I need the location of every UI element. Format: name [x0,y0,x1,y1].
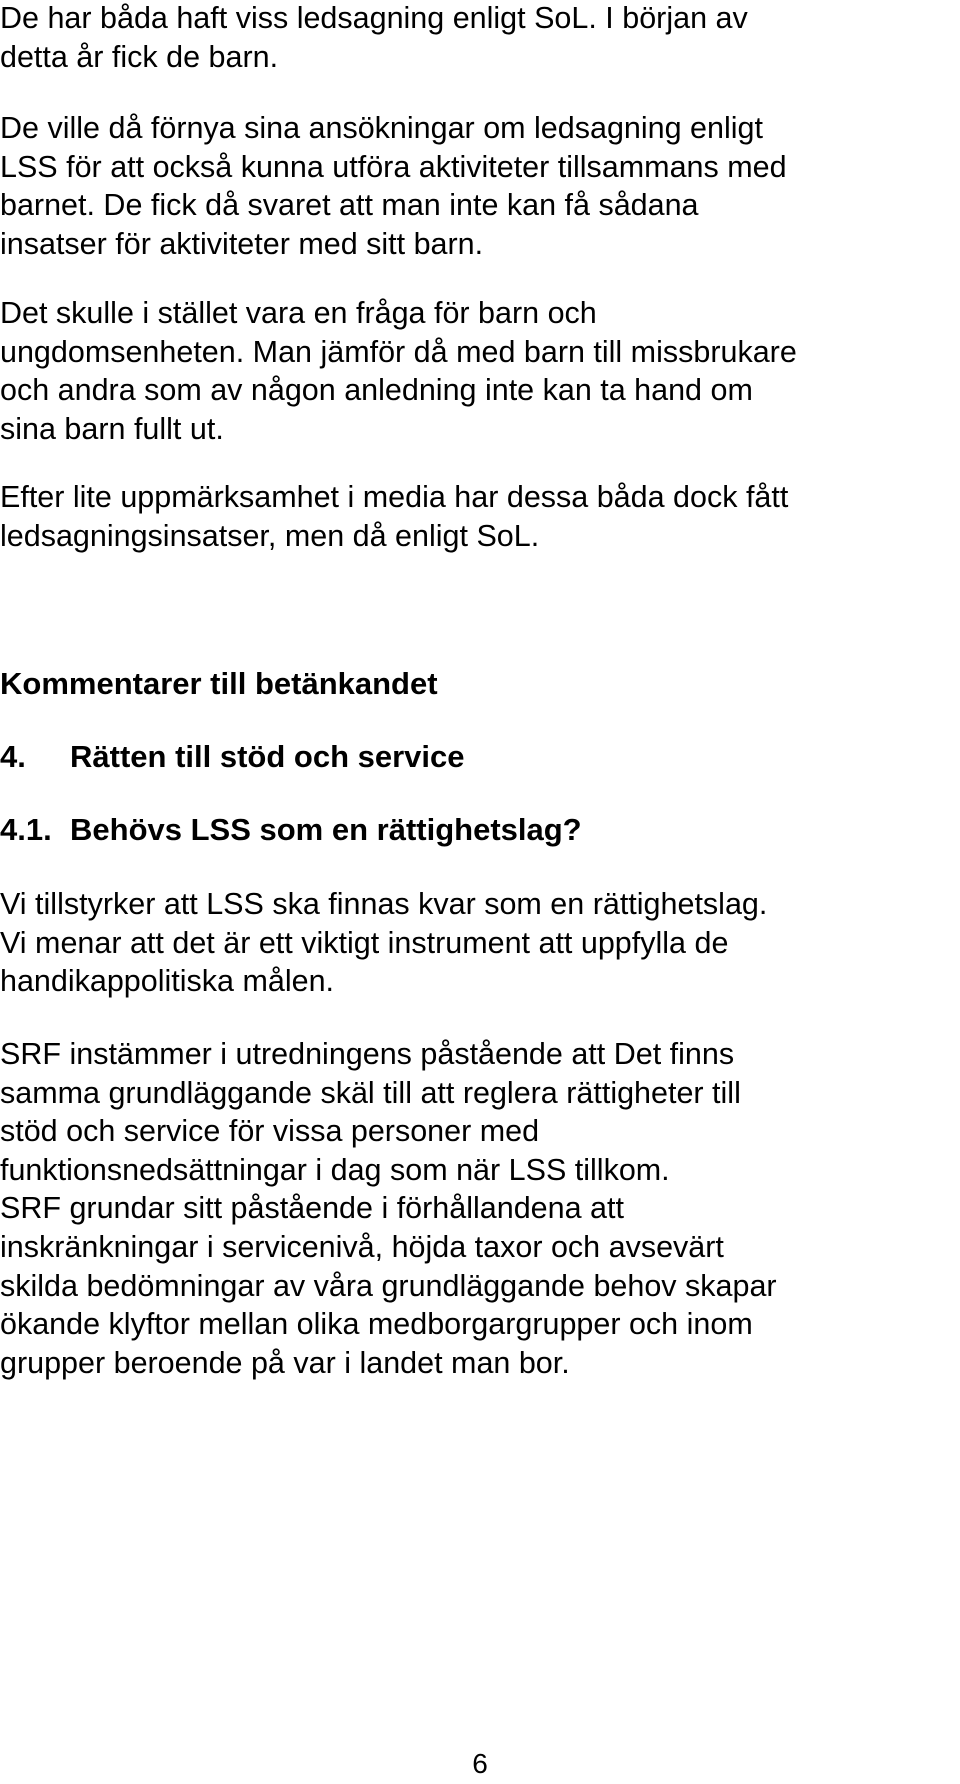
text-line: insatser för aktiviteter med sitt barn. [0,226,484,261]
text-line: LSS för att också kunna utföra aktiviteter tillsammans med [0,149,787,184]
text-line: detta år fick de barn. [0,39,279,74]
heading-section-4 [0,738,950,776]
text-line: SRF grundar sitt påstående i förhållandena att [0,1191,624,1226]
paragraph-barn-och-ungdomsenheten [0,294,950,448]
paragraph-srf-instammer [0,1035,950,1382]
text-line: samma grundläggande skäl till att reglera rättigheter till [0,1075,741,1110]
text-line: funktionsnedsättningar i dag som när LSS tillkom. [0,1152,670,1187]
page-number: 6 [472,1748,488,1779]
text-line: och andra som av någon anledning inte kan ta hand om [0,373,753,408]
text-line: Det skulle i stället vara en fråga för barn och [0,296,597,330]
text-line: Vi menar att det är ett viktigt instrument att uppfylla de [0,925,729,960]
section-title: Rätten till stöd och service [70,739,465,774]
text-line: grupper beroende på var i landet man bor. [0,1345,570,1380]
paragraph-ledsagning-sol [0,0,950,76]
text-line: Efter lite uppmärksamhet i media har dessa båda dock fått [0,480,789,514]
paragraph-uppmarksamhet-media [0,478,950,555]
text-line: handikappolitiska målen. [0,964,335,999]
paragraph-ansokningar-lss [0,109,950,263]
text-line: skilda bedömningar av våra grundläggande behov skapar [0,1268,777,1303]
heading-section-4-1 [0,811,950,849]
text-line: ungdomsenheten. Man jämför då med barn till missbrukare [0,334,797,369]
text-line: sina barn fullt ut. [0,411,224,446]
text-line: Vi tillstyrker att LSS ska finnas kvar som en rättighetslag. [0,887,768,921]
text-line: ökande klyftor mellan olika medborgargrupper och inom [0,1307,753,1342]
text-line: De har båda haft viss ledsagning enligt SoL. I början av [0,1,748,35]
section-number: 4. [0,739,26,774]
text-line: De ville då förnya sina ansökningar om ledsagning enligt [0,111,763,145]
paragraph-tillstyrker-lss [0,885,950,1001]
text-line: inskränkningar i servicenivå, höjda taxor och avsevärt [0,1229,724,1264]
text-line: barnet. De fick då svaret att man inte kan få sådana [0,188,699,223]
section-title: Behövs LSS som en rättighetslag? [70,812,582,847]
section-number: 4.1. [0,812,52,847]
text-line: SRF instämmer i utredningens påstående att Det finns [0,1037,735,1071]
text-line: ledsagningsinsatser, men då enligt SoL. [0,518,540,553]
heading-kommentarer: Kommentarer till betänkandet [0,666,438,701]
text-line: stöd och service för vissa personer med [0,1114,540,1149]
